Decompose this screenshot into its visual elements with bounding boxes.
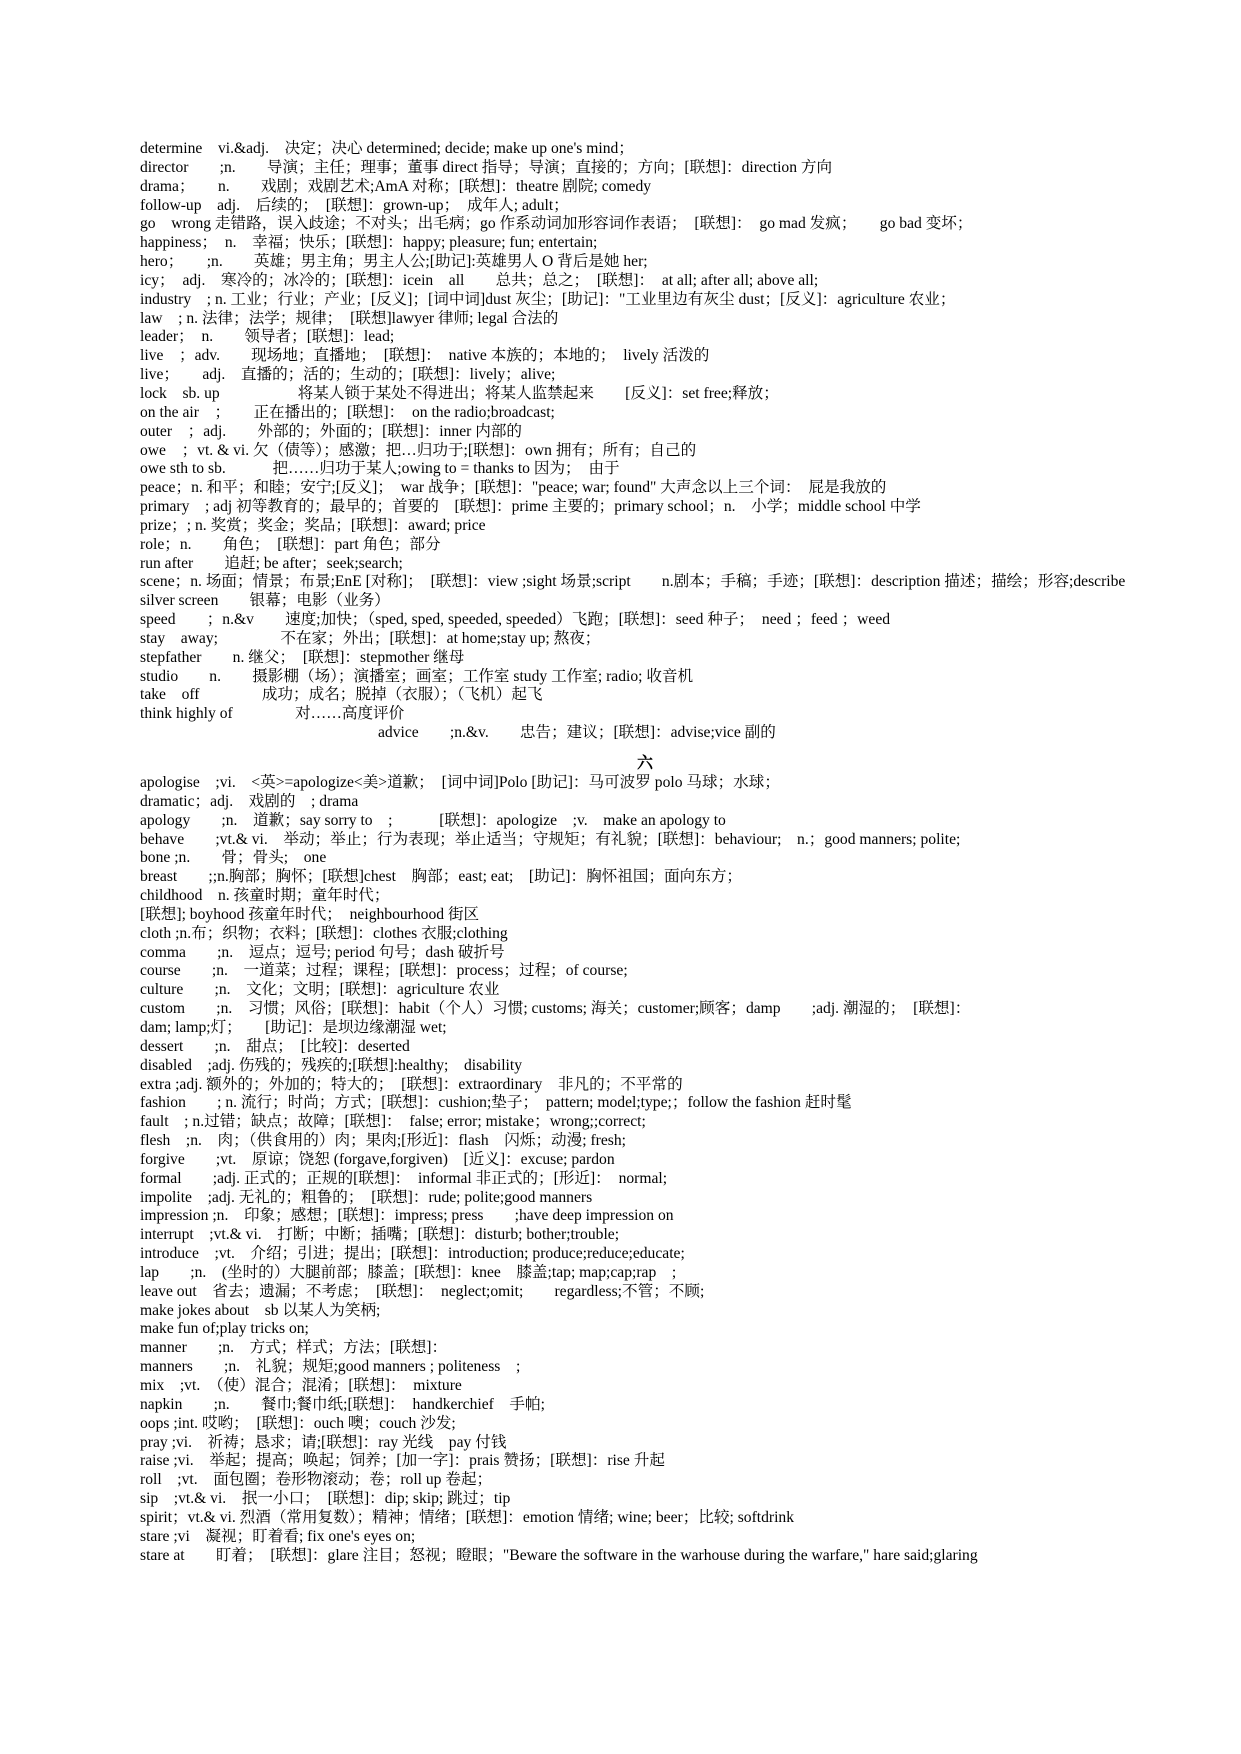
vocab-entry: silver screen 银幕；电影（业务） — [140, 592, 390, 610]
vocab-entry: fault ; n.过错；缺点；故障；[联想]： false; error; mistake；wrong;;correct; — [140, 1113, 646, 1131]
vocab-entry: breast ;;n.胸部；胸怀；[联想]chest 胸部；east; eat; [助记]：胸怀祖国；面向东方； — [140, 868, 743, 886]
vocab-entry: stay away; 不在家；外出；[联想]：at home;stay up; 熬夜； — [140, 629, 601, 647]
vocab-entry: childhood n. 孩童时期；童年时代； — [140, 887, 390, 905]
vocab-entry: go wrong 走错路，误入歧途；不对头；出毛病；go 作系动词加形容词作表语； [联想]： go mad 发疯； go bad 变坏； — [140, 215, 973, 233]
section-title: 六 — [636, 755, 653, 772]
vocab-entry: disabled ;adj. 伤残的；残疾的;[联想]:healthy; disability — [140, 1056, 523, 1074]
vocab-entry: napkin ;n. 餐巾;餐巾纸;[联想]： handkerchief 手帕; — [140, 1395, 545, 1413]
vocab-entry: course ;n. 一道菜；过程；课程；[联想]：process；过程；of course; — [140, 962, 628, 980]
vocab-entry: sip ;vt.& vi. 抿一小口； [联想]：dip; skip; 跳过；tip — [140, 1490, 511, 1508]
vocab-entry: run after 追赶; be after；seek;search; — [140, 554, 403, 572]
vocab-entry: impolite ;adj. 无礼的；粗鲁的； [联想]：rude; polite;good manners — [140, 1188, 593, 1206]
vocab-entry: apologise ;vi. <英>=apologize<美>道歉； [词中词]Polo [助记]：马可波罗 polo 马球；水球； — [140, 774, 780, 791]
vocab-entry: stare at 盯着； [联想]：glare 注目；怒视；瞪眼；"Beware the software in the warhouse during the warfare," hare said;glaring — [140, 1546, 978, 1564]
vocab-entry: prize；; n. 奖赏；奖金；奖品；[联想]：award; price — [140, 516, 486, 534]
vocab-entry: icy； adj. 寒冷的；冰冷的；[联想]：icein all 总共；总之； [联想]： at all; after all; above all; — [140, 271, 819, 289]
vocab-entry: dam; lamp;灯； [助记]：是坝边缘潮湿 wet; — [140, 1018, 447, 1036]
vocab-entry: role；n. 角色； [联想]：part 角色；部分 — [140, 535, 441, 553]
vocab-entry: formal ;adj. 正式的；正规的[联想]： informal 非正式的；[形近]： normal; — [140, 1169, 668, 1187]
vocab-entry: [联想]; boyhood 孩童年时代； neighbourhood 街区 — [140, 905, 480, 923]
vocab-entry: impression ;n. 印象；感想；[联想]：impress; press ;have deep impression on — [140, 1207, 674, 1225]
vocab-entry: roll ;vt. 面包圈；卷形物滚动；卷；roll up 卷起； — [140, 1471, 493, 1489]
vocab-entry: happiness； n. 幸福；快乐；[联想]：happy; pleasure; fun; entertain; — [140, 234, 598, 252]
vocab-entry: raise ;vi. 举起；提高；唤起；饲养；[加一字]：prais 赞扬；[联想]：rise 升起 — [140, 1452, 665, 1470]
vocab-entry: dessert ;n. 甜点； [比较]：deserted — [140, 1037, 410, 1055]
vocab-entry: make jokes about sb 以某人为笑柄; — [140, 1301, 381, 1319]
vocab-entry: extra ;adj. 额外的；外加的；特大的； [联想]：extraordinary 非凡的；不平常的 — [140, 1075, 683, 1093]
vocab-entry: manner ;n. 方式；样式；方法；[联想]： — [140, 1339, 448, 1357]
vocab-entry: fashion ; n. 流行；时尚；方式；[联想]：cushion;垫子； pattern; model;type;；follow the fashion 赶时髦 — [140, 1094, 852, 1112]
vocab-entry: drama； n. 戏剧；戏剧艺术;AmA 对称；[联想]：theatre 剧院; comedy — [140, 177, 652, 195]
vocab-entry: culture ;n. 文化；文明；[联想]：agriculture 农业 — [140, 981, 500, 999]
vocab-entry: lock sb. up 将某人锁于某处不得进出；将某人监禁起来 [反义]：set free;释放； — [140, 384, 779, 402]
vocab-entry: apology ;n. 道歉；say sorry to ; [联想]：apologize ;v. make an apology to — [140, 811, 726, 829]
vocab-entry: speed ；n.&v 速度;加快；（sped, sped, speeded, speeded）飞跑；[联想]：seed 种子； need ；feed ；weed — [140, 611, 891, 629]
vocab-entry: flesh ;n. 肉；（供食用的）肉；果肉;[形近]：flash 闪烁；动漫; fresh; — [140, 1132, 626, 1150]
vocab-entry: custom ;n. 习惯；风俗；[联想]：habit（个人）习惯; customs; 海关；customer;顾客；damp ;adj. 潮湿的； [联想]： — [140, 1000, 971, 1018]
vocab-entry: mix ;vt. （使）混合；混淆；[联想]： mixture — [140, 1377, 462, 1394]
vocab-entry: lap ;n. (坐时的）大腿前部；膝盖；[联想]：knee 膝盖;tap; map;cap;rap ; — [140, 1263, 677, 1281]
vocab-entry: scene；n. 场面；情景；布景;EnE [对称]； [联想]：view ;sight 场景;script n.剧本；手稿；手迹；[联想]：description 描述；描绘；形容;describe — [140, 573, 1126, 591]
vocab-entry: outer ；adj. 外部的；外面的；[联想]：inner 内部的 — [140, 422, 523, 440]
vocab-entry: leave out 省去；遗漏；不考虑； [联想]： neglect;omit; regardless;不管；不顾; — [140, 1282, 705, 1300]
vocab-entry: peace；n. 和平；和睦；安宁;[反义]； war 战争；[联想]："peace; war; found" 大声念以上三个词： 屁是我放的 — [140, 479, 887, 497]
vocab-entry: follow-up adj. 后续的； [联想]：grown-up； 成年人; adult； — [140, 196, 569, 214]
vocab-entry: take off 成功；成名；脱掉（衣服）；（飞机）起飞 — [140, 686, 543, 704]
vocab-entry: on the air ； 正在播出的；[联想]： on the radio;broadcast; — [140, 403, 555, 421]
vocab-entry: think highly of 对……高度评价 — [140, 705, 405, 723]
vocab-entry: leader； n. 领导者；[联想]：lead; — [140, 328, 395, 346]
vocab-entry: manners ;n. 礼貌；规矩;good manners ; politeness ; — [140, 1358, 521, 1376]
vocab-entry: director ;n. 导演；主任；理事；董事 direct 指导；导演；直接的；方向；[联想]：direction 方向 — [140, 158, 833, 176]
vocab-entry: law ; n. 法律；法学；规律； [联想]lawyer 律师; legal 合法的 — [140, 309, 559, 327]
vocab-entry: industry ; n. 工业；行业；产业；[反义]；[词中词]dust 灰尘；[助记]："工业里边有灰尘 dust；[反义]：agriculture 农业； — [140, 290, 956, 308]
vocab-entry: oops ;int. 哎哟； [联想]：ouch 噢；couch 沙发; — [140, 1414, 456, 1432]
vocab-entry: primary ; adj 初等教育的；最早的；首要的 [联想]：prime 主要的；primary school；n. 小学；middle school 中学 — [140, 498, 921, 516]
vocab-entry: owe sth to sb. 把……归功于某人;owing to = thanks to 因为； 由于 — [140, 460, 620, 478]
vocab-entry: hero； ;n. 英雄；男主角；男主人公;[助记]:英雄男人 O 背后是她 her; — [140, 253, 648, 271]
vocab-entry: comma ;n. 逗点；逗号; period 句号；dash 破折号 — [140, 943, 505, 961]
vocab-entry: behave ;vt.& vi. 举动；举止；行为表现；举止适当；守规矩；有礼貌；[联想]：behaviour; n.；good manners; polite; — [140, 830, 961, 848]
vocab-entry: determine vi.&adj. 决定；决心 determined; decide; make up one's mind； — [140, 140, 634, 157]
vocab-entry: bone ;n. 骨；骨头; one — [140, 849, 327, 867]
vocab-entry: introduce ;vt. 介绍；引进；提出；[联想]：introduction; produce;reduce;educate; — [140, 1245, 685, 1263]
vocab-entry: stepfather n. 继父； [联想]：stepmother 继母 — [140, 648, 465, 666]
vocab-entry: stare ;vi 凝视；盯着看; fix one's eyes on; — [140, 1527, 416, 1545]
vocabulary-page — [140, 140, 1150, 1565]
vocab-entry: cloth ;n.布；织物；衣料；[联想]：clothes 衣服;clothing — [140, 924, 508, 942]
vocabulary-list-part-2 — [140, 774, 1150, 1565]
vocab-entry: dramatic；adj. 戏剧的 ; drama — [140, 792, 359, 810]
vocab-entry: make fun of;play tricks on; — [140, 1320, 309, 1338]
vocab-entry: pray ;vi. 祈祷；恳求；请;[联想]：ray 光线 pay 付钱 — [140, 1433, 507, 1451]
vocab-entry: studio n. 摄影棚（场）；演播室；画室；工作室 study 工作室; radio; 收音机 — [140, 667, 694, 685]
vocab-entry: advice ;n.&v. 忠告；建议；[联想]：advise;vice 副的 — [378, 724, 776, 742]
vocab-entry: interrupt ;vt.& vi. 打断；中断；插嘴；[联想]：disturb; bother;trouble; — [140, 1226, 620, 1244]
vocabulary-list-part-1 — [140, 140, 1150, 743]
vocab-entry: live ；adv. 现场地；直播地； [联想]： native 本族的；本地的； lively 活泼的 — [140, 347, 710, 365]
vocab-entry: forgive ;vt. 原谅；饶恕 (forgave,forgiven) [近义]：excuse; pardon — [140, 1150, 615, 1168]
vocab-entry: owe ；vt. & vi. 欠（债等）；感激；把…归功于;[联想]：own 拥有；所有；自己的 — [140, 441, 697, 459]
vocab-entry: spirit；vt.& vi. 烈酒（常用复数）；精神；情绪；[联想]：emotion 情绪; wine; beer；比较; softdrink — [140, 1508, 795, 1526]
vocab-entry: live； adj. 直播的；活的；生动的；[联想]：lively；alive; — [140, 366, 556, 384]
